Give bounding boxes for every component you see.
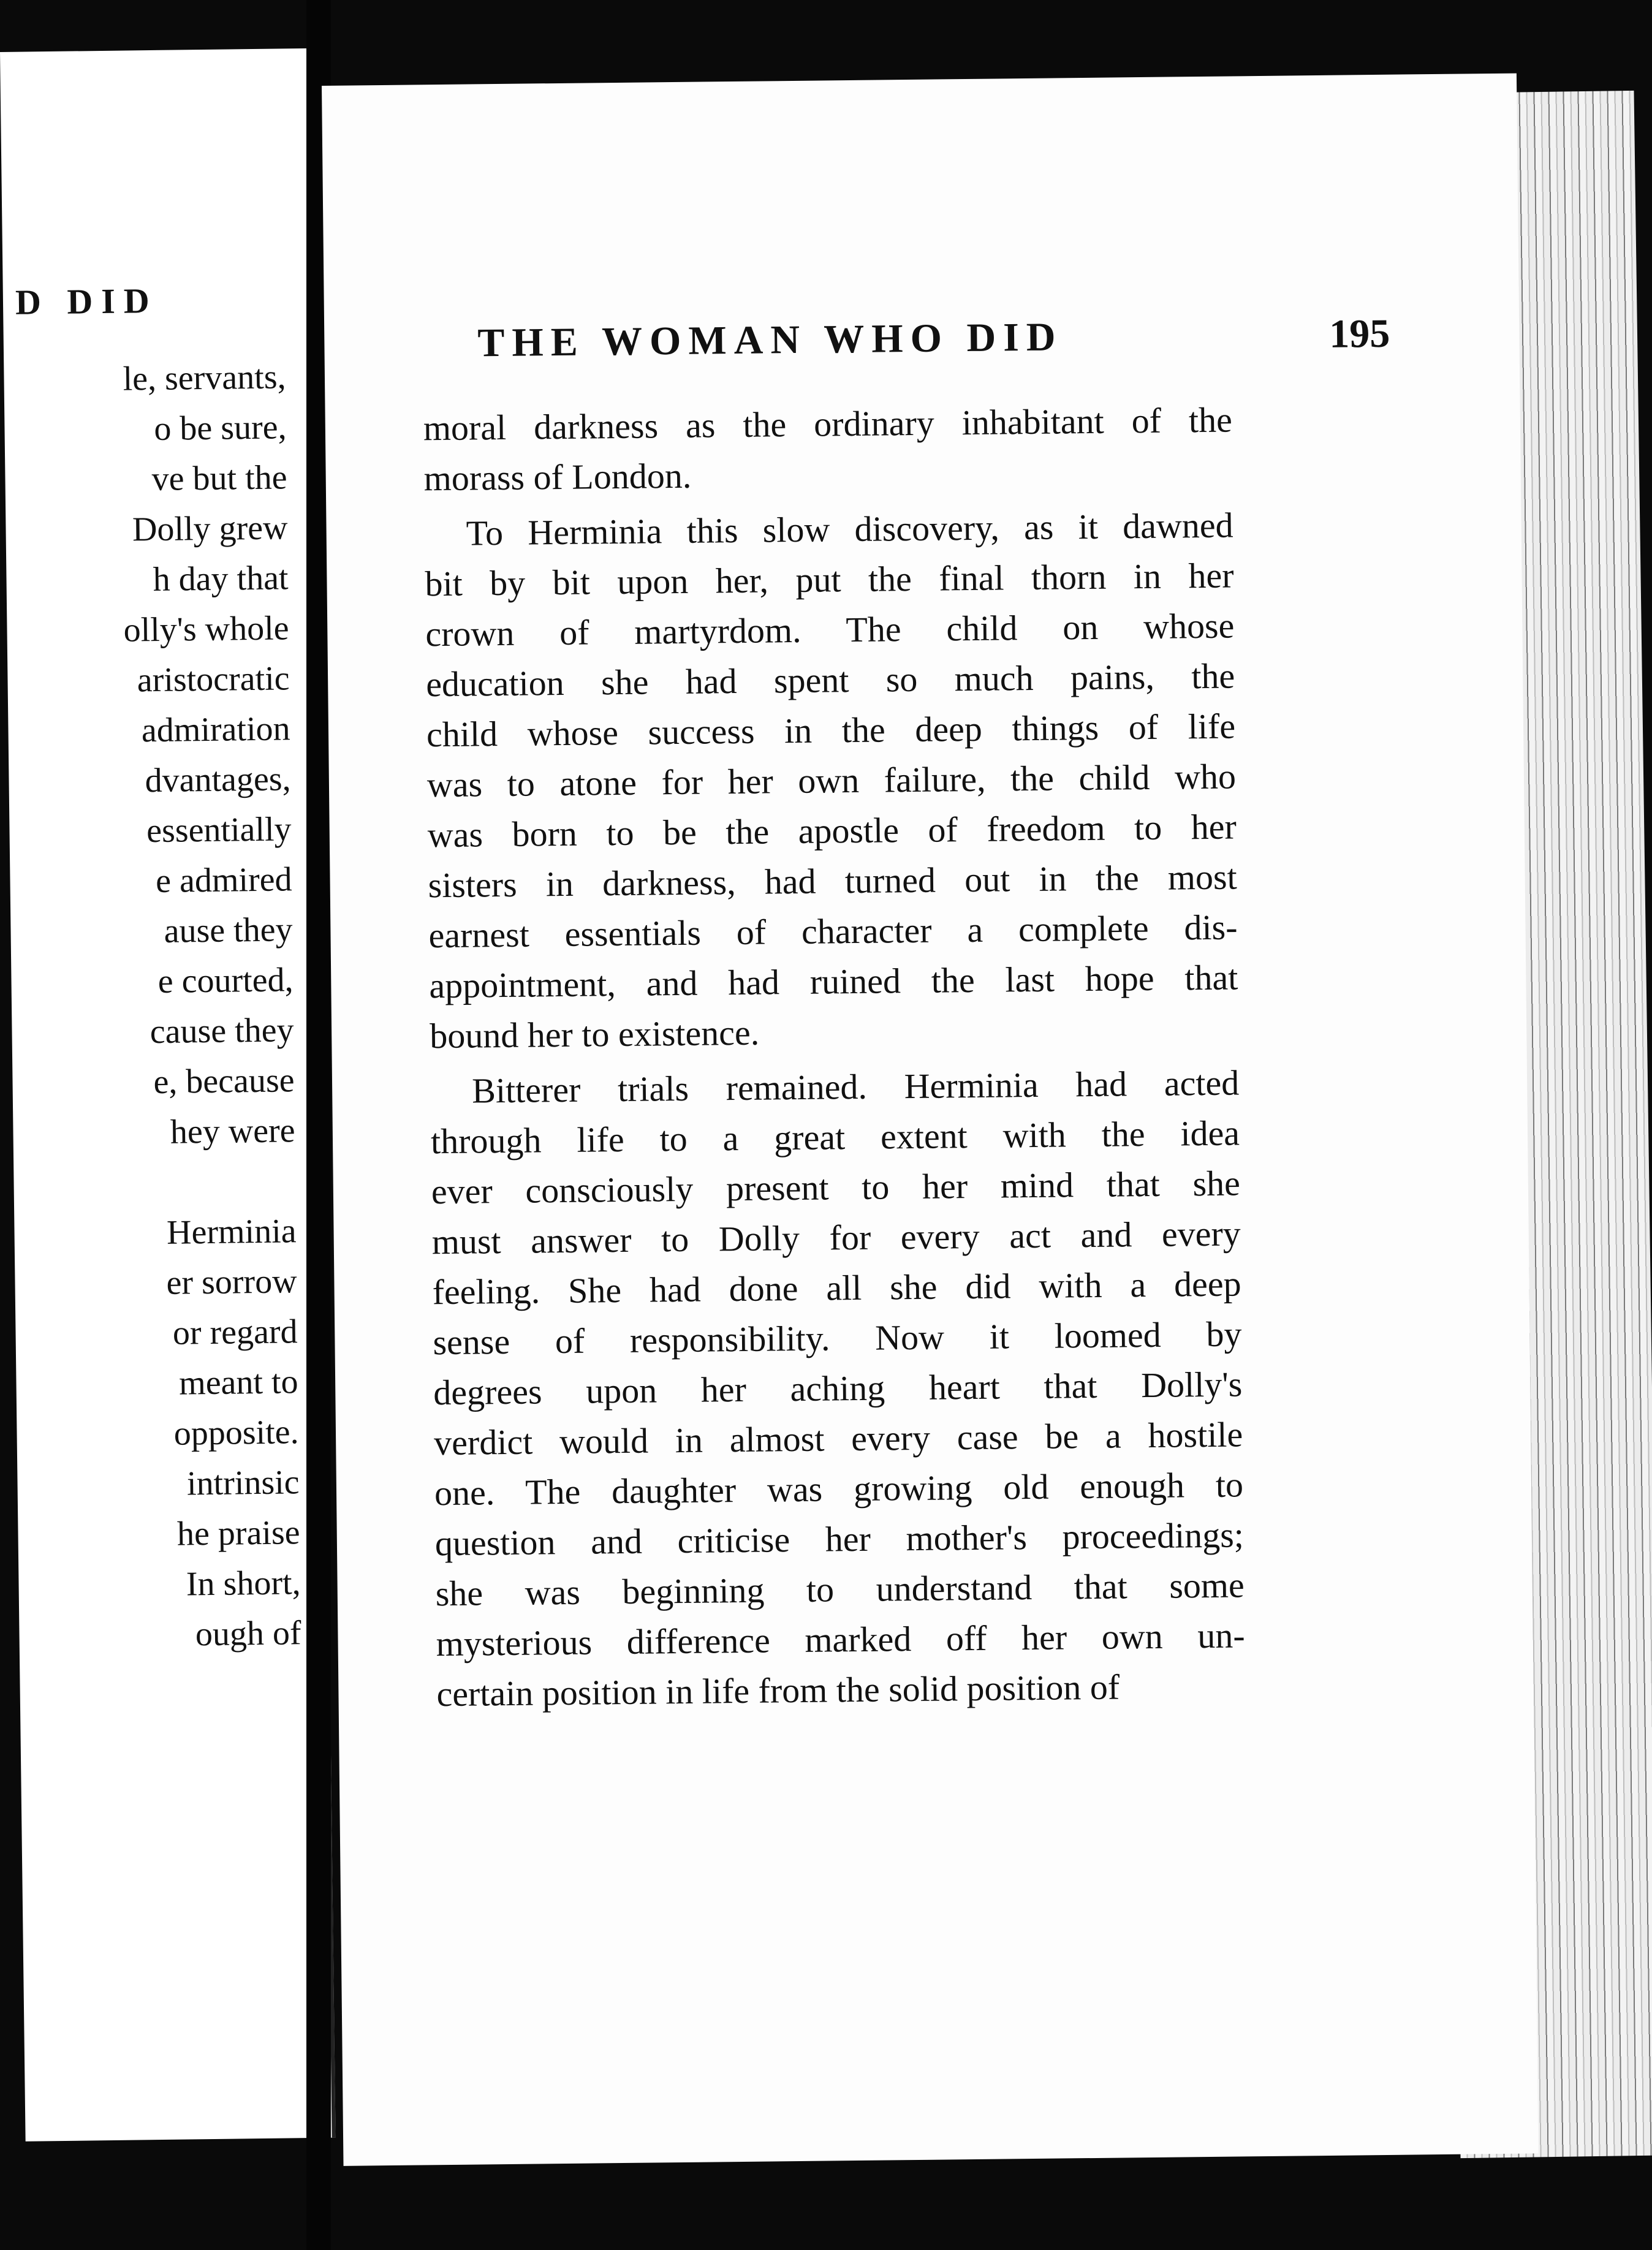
- left-text-line: er sorrow: [166, 1262, 297, 1302]
- left-page-text: [4, 352, 301, 1661]
- text-line: ever consciously present to her mind that she: [431, 1163, 1241, 1212]
- text-line: To Herminia this slow discovery, as it dawned: [466, 505, 1233, 553]
- left-text-line: essentially: [146, 810, 292, 850]
- text-line: must answer to Dolly for every act and every: [431, 1213, 1241, 1262]
- left-page: [0, 48, 336, 2142]
- text-line: verdict would in almost every case be a hostile: [433, 1414, 1243, 1463]
- text-line: was to atone for her own failure, the child who: [426, 756, 1237, 805]
- text-line: moral darkness as the ordinary inhabitant of the: [423, 400, 1233, 449]
- text-line: earnest essentials of character a complete dis-: [428, 907, 1238, 956]
- text-line: Bitterer trials remained. Herminia had acted: [471, 1062, 1240, 1111]
- left-text-line: he praise: [176, 1513, 300, 1553]
- text-line: bound her to existence.: [429, 1012, 760, 1056]
- text-line: mysterious difference marked off her own un-: [436, 1615, 1245, 1664]
- paragraph: [423, 395, 1233, 504]
- left-text-line: ve but the: [151, 458, 287, 499]
- left-text-line: h day that: [153, 559, 289, 599]
- text-line: she was beginning to understand that some: [435, 1565, 1245, 1614]
- left-text-line: e admired: [155, 860, 292, 900]
- left-text-line: e, because: [153, 1061, 295, 1102]
- text-line: through life to a great extent with the idea: [430, 1113, 1240, 1162]
- left-text-line: Herminia: [166, 1212, 297, 1252]
- text-line: degrees upon her aching heart that Dolly's: [433, 1364, 1243, 1413]
- text-line: question and criticise her mother's proceedings;: [434, 1515, 1245, 1564]
- left-text-line: admiration: [141, 710, 290, 750]
- text-line: morass of London.: [423, 455, 692, 499]
- left-lines-upper: [4, 352, 295, 1159]
- page-number: 195: [1328, 311, 1390, 357]
- text-line: feeling. She had done all she did with a deep: [432, 1263, 1241, 1312]
- left-running-head: D DID: [15, 280, 159, 322]
- left-text-line: intrinsic: [186, 1463, 300, 1503]
- text-line: one. The daughter was growing old enough to: [434, 1464, 1244, 1513]
- text-line: appointment, and had ruined the last hope that: [429, 957, 1238, 1006]
- left-text-line: e courted,: [157, 961, 294, 1001]
- text-line: sisters in darkness, had turned out in the most: [428, 857, 1237, 906]
- text-line: was born to be the apostle of freedom to her: [427, 806, 1237, 855]
- left-text-line: dvantages,: [145, 760, 291, 800]
- text-line: crown of martyrdom. The child on whose: [425, 605, 1235, 654]
- left-text-line: hey were: [170, 1112, 295, 1151]
- left-text-line: or regard: [172, 1312, 298, 1352]
- left-text-line: olly's whole: [123, 609, 289, 650]
- left-text-line: Dolly grew: [132, 509, 288, 549]
- paragraph: [424, 500, 1238, 1061]
- left-text-line: le, servants,: [123, 358, 286, 398]
- text-line: sense of responsibility. Now it loomed by: [433, 1314, 1242, 1363]
- text-line: education she had spent so much pains, the: [425, 656, 1235, 705]
- text-line: bit by bit upon her, put the final thorn in her: [425, 555, 1234, 604]
- running-head: THE WOMAN WHO DID: [477, 314, 1063, 366]
- body-text: [423, 395, 1245, 1719]
- left-text-line: ough of: [195, 1614, 301, 1654]
- right-page: [322, 74, 1538, 2166]
- left-text-line: meant to: [178, 1363, 298, 1403]
- left-text-line: aristocratic: [137, 659, 290, 700]
- left-lines-lower: [14, 1206, 301, 1662]
- text-line: child whose success in the deep things of life: [426, 706, 1236, 755]
- left-text-line: In short,: [186, 1564, 301, 1604]
- text-line: certain position in life from the solid position of: [436, 1667, 1120, 1714]
- left-text-line: ause they: [164, 911, 293, 950]
- left-text-line: cause they: [150, 1011, 294, 1051]
- paragraph: [430, 1058, 1246, 1719]
- left-text-line: o be sure,: [153, 408, 287, 448]
- left-text-line: opposite.: [173, 1413, 299, 1453]
